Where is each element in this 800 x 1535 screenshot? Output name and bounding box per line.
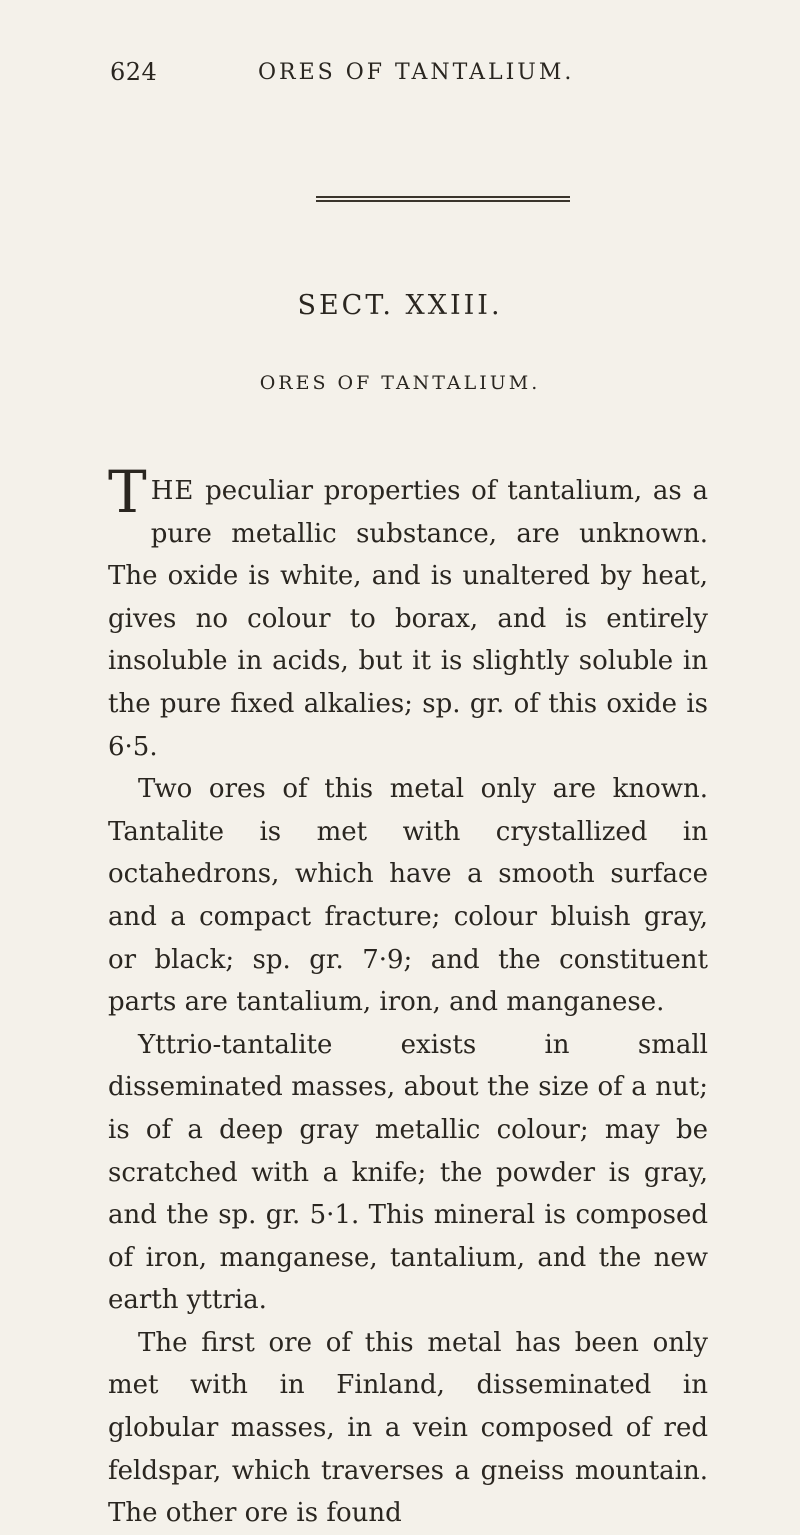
- opening-smallcaps: HE: [150, 476, 195, 506]
- paragraph-text: peculiar properties of tantalium, as a pure metallic substance, are unknown. The oxide is white, and is unaltered by heat, gives no colour to borax, and is entirely insoluble in acids, but it is slightly soluble in the pure fixed alkalies; sp. gr. of this oxide is 6·5.: [108, 476, 708, 762]
- paragraph: Yttrio-tantalite exists in small disseminated masses, about the size of a nut; is of a deep gray metallic colour; may be scratched with a knife; the powder is gray, and the sp. gr. 5·1. This mineral is composed of iron, manganese, tantalium, and the new earth yttria.: [108, 1029, 708, 1316]
- body-text: [108, 458, 708, 1535]
- running-head: [0, 58, 800, 88]
- running-title: ORES OF TANTALIUM.: [258, 60, 575, 85]
- section-heading: SECT. XXIII.: [297, 290, 503, 321]
- paragraph: Two ores of this metal only are known. Tantalite is met with crystallized in octahedrons, which have a smooth surface and a compact fracture; colour bluish gray, or black; sp. gr. 7·9; and the constituent parts are tantalium, iron, and manganese.: [108, 774, 708, 1018]
- paragraph: The first ore of this metal has been only met with in Finland, disseminated in globular masses, in a vein composed of red feldspar, which traverses a gneiss mountain. The other ore is found: [108, 1327, 708, 1529]
- drop-cap: T: [108, 458, 147, 526]
- section-subheading: ORES OF TANTALIUM.: [259, 372, 541, 394]
- page-number: 624: [110, 58, 158, 86]
- ornamental-rule: [316, 196, 570, 202]
- paragraph: [108, 458, 708, 768]
